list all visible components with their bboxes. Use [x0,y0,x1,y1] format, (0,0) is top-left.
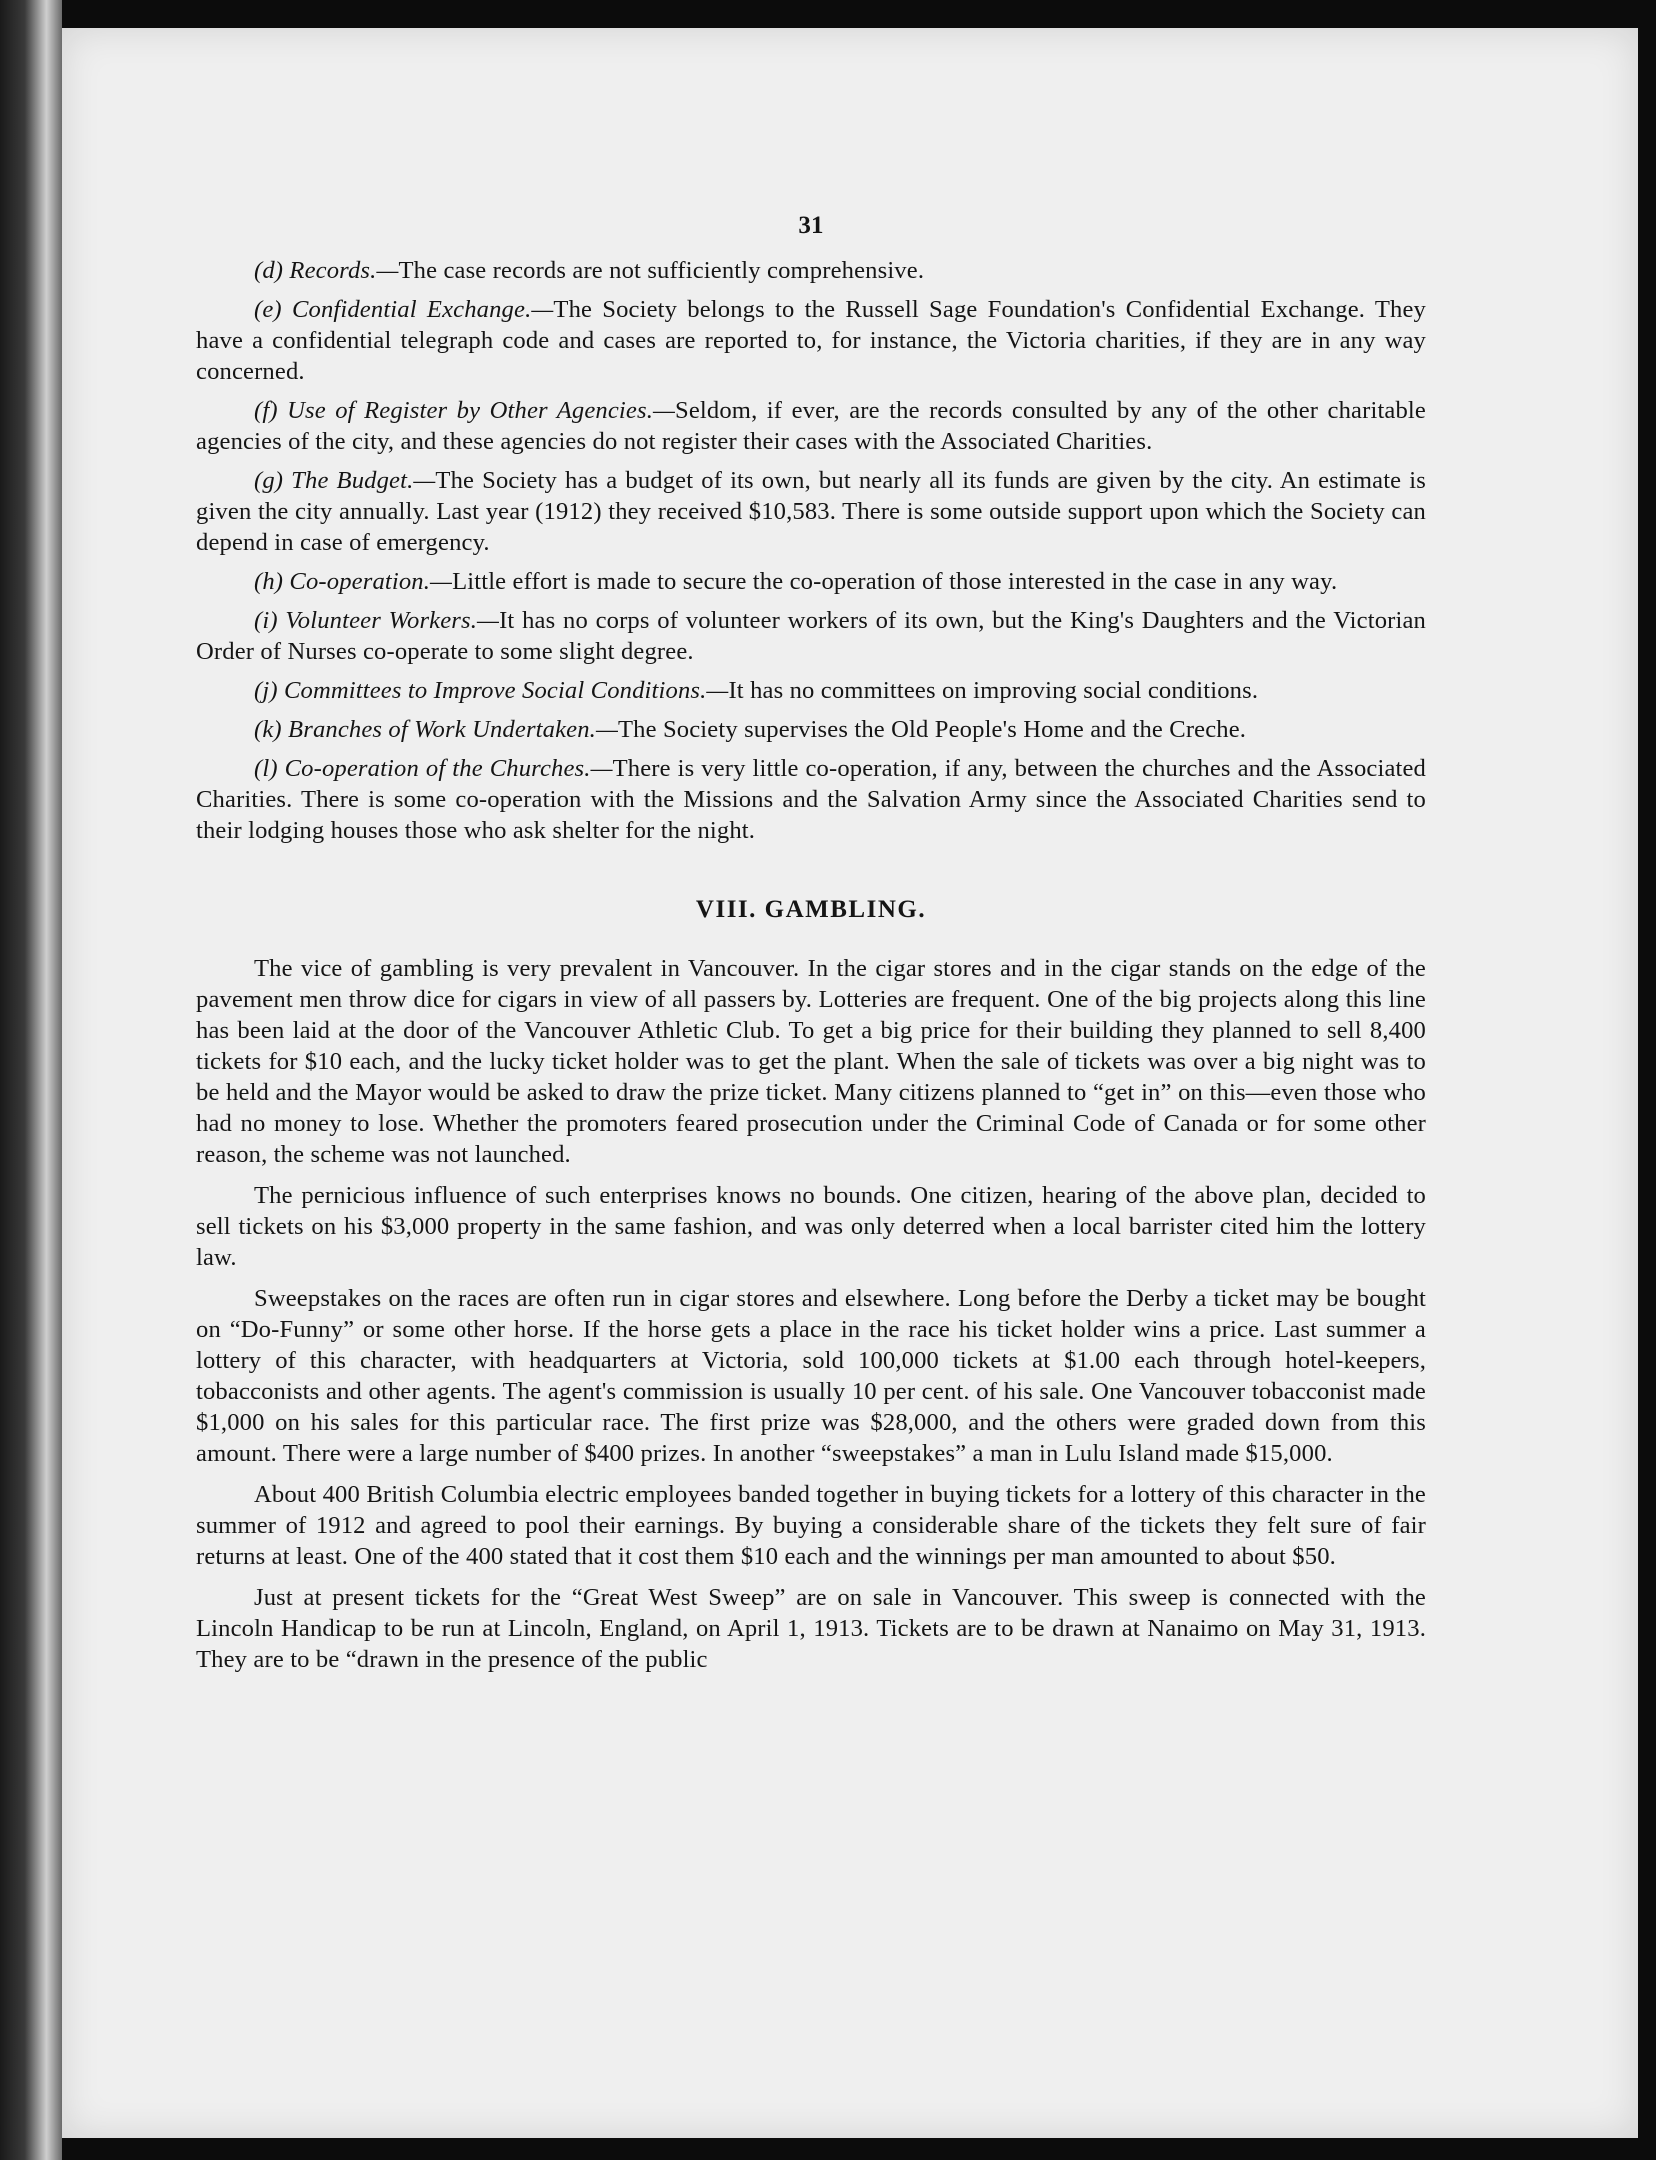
item-text: It has no corps of volunteer workers of its own, but the King's Daughters and the Victorian Order of Nurses co-operate to some slight degree. [196,607,1426,665]
item-lead: (d) Records.— [254,257,399,284]
item-k [196,714,1426,745]
item-text: The Society supervises the Old People's Home and the Creche. [617,716,1247,743]
item-text: The Society belongs to the Russell Sage Foundation's Confidential Exchange. They have a confidential telegraph code and cases are reported to, for instance, the Victoria charities, if they are in any way concerned. [196,296,1426,385]
body-paragraph: About 400 British Columbia electric employees banded together in buying tickets for a lottery of this character in the summer of 1912 and agreed to pool their earnings. By buying a considerable share of the tickets they felt sure of fair returns at least. One of the 400 stated that it cost them $10 each and the winnings per man amounted to about $50. [196,1481,1426,1570]
item-lead: (k) Branches of Work Undertaken.— [254,716,618,743]
gambling-section [196,953,1426,1675]
item-lead: (g) The Budget.— [254,467,436,494]
item-d [196,255,1426,286]
item-lead: (h) Co-operation.— [254,568,453,595]
item-f [196,395,1426,457]
item-text: Little effort is made to secure the co-operation of those interested in the case in any way. [452,568,1338,595]
item-text: It has no committees on improving social conditions. [728,677,1259,704]
page-number: 31 [798,212,824,239]
page-content [196,210,1426,1685]
item-text: There is very little co-operation, if any, between the churches and the Associated Charities. There is some co-operation with the Missions and the Salvation Army since the Associated Charities send to their lodging houses those who ask shelter for the night. [196,755,1427,844]
scan-left-edge [0,0,62,2160]
item-l [196,753,1426,846]
item-text: Seldom, if ever, are the records consulted by any of the other charitable agencies of the city, and these agencies do not register their cases with the Associated Charities. [196,397,1426,455]
item-lead: (j) Committees to Improve Social Conditions.— [254,677,729,704]
item-lead: (f) Use of Register by Other Agencies.— [254,397,676,424]
item-e [196,294,1426,387]
item-lead: (e) Confidential Exchange.— [254,296,554,323]
item-lead: (l) Co-operation of the Churches.— [254,755,613,782]
body-paragraph: The pernicious influence of such enterprises knows no bounds. One citizen, hearing of the above plan, decided to sell tickets on his $3,000 property in the same fashion, and was only deterred when a local barrister cited him the lottery law. [196,1182,1426,1271]
body-paragraph: Sweepstakes on the races are often run in cigar stores and elsewhere. Long before the Derby a ticket may be bought on “Do-Funny” or some other horse. If the horse gets a place in the race his ticket holder wins a price. Last summer a lottery of this character, with headquarters at Victoria, sold 100,000 tickets at $1.00 each through hotel-keepers, tobacconists and other agents. The agent's commission is usually 10 per cent. of his sale. One Vancouver tobacconist made $1,000 on his sales for this particular race. The first prize was $28,000, and the others were graded down from this amount. There were a large number of $400 prizes. In another “sweepstakes” a man in Lulu Island made $15,000. [196,1285,1426,1467]
charities-items [196,255,1426,846]
section-heading: VIII. GAMBLING. [695,896,927,923]
body-paragraph: The vice of gambling is very prevalent in Vancouver. In the cigar stores and in the cigar stands on the edge of the pavement men throw dice for cigars in view of all passers by. Lotteries are frequent. One of the big projects along this line has been laid at the door of the Vancouver Athletic Club. To get a big price for their building they planned to sell 8,400 tickets for $10 each, and the lucky ticket holder was to get the plant. When the sale of tickets was over a big night was to be held and the Mayor would be asked to draw the prize ticket. Many citizens planned to “get in” on this—even those who had no money to lose. Whether the promoters feared prosecution under the Criminal Code of Canada or for some other reason, the scheme was not launched. [196,955,1426,1168]
item-g [196,465,1426,558]
item-text: The Society has a budget of its own, but nearly all its funds are given by the city. An estimate is given the city annually. Last year (1912) they received $10,583. There is some outside support upon which the Society can depend in case of emergency. [196,467,1426,556]
item-lead: (i) Volunteer Workers.— [254,607,500,634]
item-i [196,605,1426,667]
item-text: The case records are not sufficiently comprehensive. [398,257,925,284]
item-h [196,566,1426,597]
item-j [196,675,1426,706]
body-paragraph: Just at present tickets for the “Great West Sweep” are on sale in Vancouver. This sweep is connected with the Lincoln Handicap to be run at Lincoln, England, on April 1, 1913. Tickets are to be drawn at Nanaimo on May 31, 1913. They are to be “drawn in the presence of the public [196,1584,1426,1673]
